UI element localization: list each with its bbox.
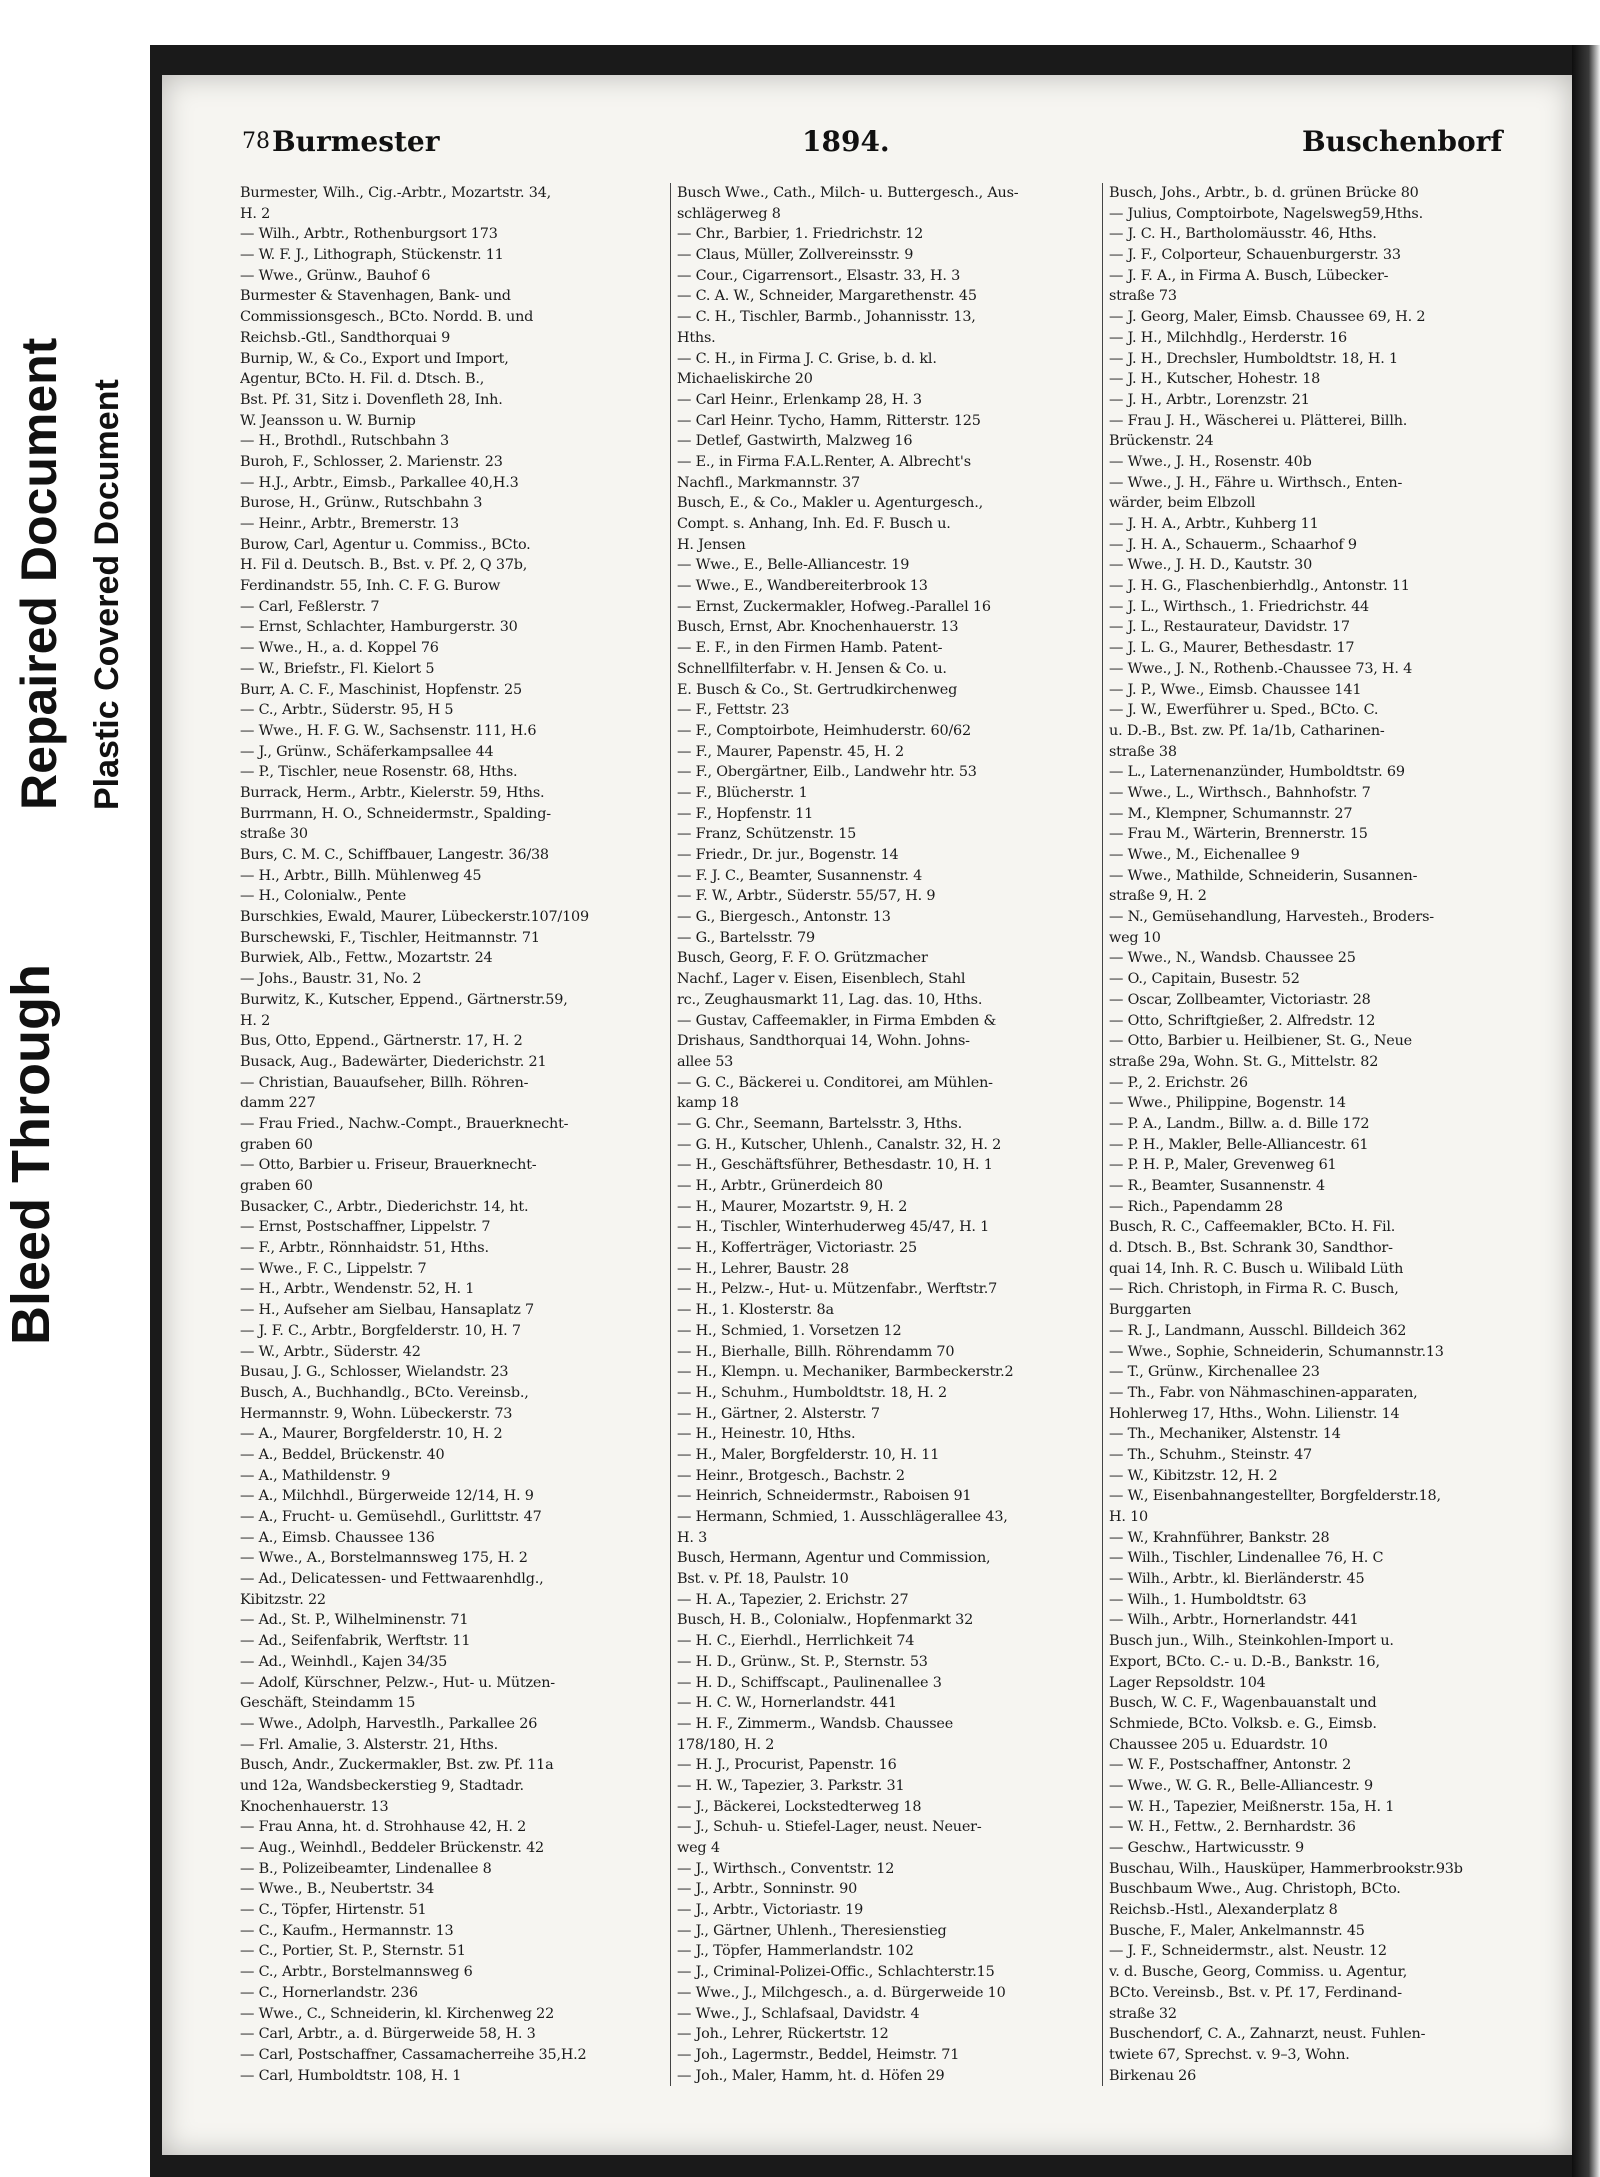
directory-entry-line: Drishaus, Sandthorquai 14, Wohn. Johns- [677, 1033, 970, 1050]
directory-entry-line: — Heinrich, Schneidermstr., Raboisen 91 [677, 1488, 972, 1505]
directory-entry-line: — H., Pelzw.-, Hut- u. Mützenfabr., Werftstr.7 [677, 1281, 998, 1298]
directory-entry-line: — C., Töpfer, Hirtenstr. 51 [240, 1902, 427, 1919]
directory-entry-line: — H., Maler, Borgfelderstr. 10, H. 11 [677, 1446, 940, 1463]
directory-entry-line: — Wwe., Grünw., Bauhof 6 [240, 267, 431, 284]
directory-entry-line: Buroh, F., Schlosser, 2. Marienstr. 23 [240, 453, 503, 470]
directory-entry-line: — J. H., Arbtr., Lorenzstr. 21 [1109, 391, 1310, 408]
directory-entry-line: — J., Schuh- u. Stiefel-Lager, neust. Neuer- [677, 1819, 982, 1836]
directory-entry-line: straße 73 [1109, 288, 1177, 305]
directory-entry-line: Reichsb.-Hstl., Alexanderplatz 8 [1109, 1902, 1338, 1919]
directory-entry-line: — C. H., in Firma J. C. Grise, b. d. kl. [677, 350, 937, 367]
directory-entry-line: — G., Biergesch., Antonstr. 13 [677, 909, 891, 926]
directory-entry-line: — C., Portier, St. P., Sternstr. 51 [240, 1943, 466, 1960]
directory-entry-line: straße 32 [1109, 2005, 1177, 2022]
directory-entry-line: — F., Fettstr. 23 [677, 702, 790, 719]
page-header [242, 125, 1532, 165]
directory-entry-line: Geschäft, Steindamm 15 [240, 1695, 416, 1712]
directory-entry-line: — J. H., Drechsler, Humboldtstr. 18, H. 1 [1109, 350, 1398, 367]
directory-entry-line: — W., Briefstr., Fl. Kielort 5 [240, 660, 435, 677]
directory-entry-line: Busch, Hermann, Agentur und Commission, [677, 1550, 991, 1567]
directory-entry-line: Hths. [677, 329, 716, 346]
directory-entry-line: Burschkies, Ewald, Maurer, Lübeckerstr.107/109 [240, 909, 589, 926]
directory-entry-line: — W., Kibitzstr. 12, H. 2 [1109, 1467, 1278, 1484]
directory-entry-line: Export, BCto. C.- u. D.-B., Bankstr. 16, [1109, 1653, 1380, 1670]
label-bleed-through: Bleed Through [1, 964, 61, 1345]
header-year: 1894. [802, 125, 890, 158]
directory-entry-line: — Th., Fabr. von Nähmaschinen-apparaten, [1109, 1384, 1418, 1401]
directory-entry-line: — W., Arbtr., Süderstr. 42 [240, 1343, 421, 1360]
directory-entry-line: — Wwe., J. H., Rosenstr. 40b [1109, 453, 1312, 470]
directory-entry-line: — Carl Heinr. Tycho, Hamm, Ritterstr. 125 [677, 412, 981, 429]
directory-entry-line: — G. H., Kutscher, Uhlenh., Canalstr. 32, H. 2 [677, 1136, 1002, 1153]
directory-entry-line: kamp 18 [677, 1095, 739, 1112]
directory-entry-line: — J. F., Colporteur, Schauenburgerstr. 33 [1109, 247, 1401, 264]
directory-entry-line: — H., Schmied, 1. Vorsetzen 12 [677, 1322, 902, 1339]
directory-entry-line: — J. L., Wirthsch., 1. Friedrichstr. 44 [1109, 598, 1369, 615]
directory-entry-line: — Frl. Amalie, 3. Alsterstr. 21, Hths. [240, 1736, 498, 1753]
directory-entry-line: — Adolf, Kürschner, Pelzw.-, Hut- u. Mützen- [240, 1674, 555, 1691]
directory-entry-line: — R. J., Landmann, Ausschl. Billdeich 362 [1109, 1322, 1407, 1339]
directory-entry-line: weg 10 [1109, 929, 1161, 946]
directory-entry-line: — Wilh., Tischler, Lindenallee 76, H. C [1109, 1550, 1384, 1567]
directory-entry-line: Buschau, Wilh., Hausküper, Hammerbrookstr.93b [1109, 1860, 1463, 1877]
directory-entry-line: — H., Schuhm., Humboldtstr. 18, H. 2 [677, 1384, 947, 1401]
margin-labels [0, 0, 150, 2177]
directory-entry-line: — Joh., Lagermstr., Beddel, Heimstr. 71 [677, 2046, 960, 2063]
directory-entry-line: — W. H., Tapezier, Meißnerstr. 15a, H. 1 [1109, 1798, 1395, 1815]
directory-entry-line: — Ad., Delicatessen- und Fettwaarenhdlg., [240, 1571, 544, 1588]
directory-entry-line: — Wwe., J. H., Fähre u. Wirthsch., Enten- [1109, 474, 1403, 491]
directory-entry-line: — J. L., Restaurateur, Davidstr. 17 [1109, 619, 1350, 636]
directory-entry-line: — Otto, Schriftgießer, 2. Alfredstr. 12 [1109, 1012, 1376, 1029]
directory-entry-line: — Ernst, Postschaffner, Lippelstr. 7 [240, 1219, 491, 1236]
directory-entry-line: Busch, H. B., Colonialw., Hopfenmarkt 32 [677, 1612, 974, 1629]
directory-entry-line: allee 53 [677, 1053, 734, 1070]
directory-entry-line: — C. H., Tischler, Barmb., Johannisstr. 13, [677, 309, 976, 326]
directory-entry-line: — Frau M., Wärterin, Brennerstr. 15 [1109, 826, 1368, 843]
directory-entry-line: — Frau Anna, ht. d. Strohhause 42, H. 2 [240, 1819, 527, 1836]
directory-entry-line: — Wwe., M., Eichenallee 9 [1109, 847, 1300, 863]
directory-entry-line: — Wwe., J., Schlafsaal, Davidstr. 4 [677, 2005, 920, 2022]
directory-entry-line: — H. F., Zimmerm., Wandsb. Chaussee [677, 1715, 954, 1732]
directory-entry-line: — Th., Schuhm., Steinstr. 47 [1109, 1446, 1313, 1463]
directory-entry-line: — Detlef, Gastwirth, Malzweg 16 [677, 433, 913, 450]
directory-entry-line: wärder, beim Elbzoll [1109, 495, 1256, 512]
directory-entry-line: — F. J. C., Beamter, Susannenstr. 4 [677, 867, 923, 884]
header-left-keyword: Burmester [272, 125, 440, 158]
directory-entry-line: Busch, E., & Co., Makler u. Agenturgesch., [677, 495, 983, 512]
directory-entry-line: Burmester & Stavenhagen, Bank- und [240, 288, 511, 305]
directory-entry-line: Busch, Georg, F. F. O. Grützmacher [677, 950, 928, 967]
directory-entry-line: Bst. v. Pf. 18, Paulstr. 10 [677, 1571, 849, 1588]
directory-entry-line: — H., Colonialw., Pente [240, 888, 407, 905]
directory-entry-line: twiete 67, Sprechst. v. 9–3, Wohn. [1109, 2046, 1350, 2063]
directory-entry-line: Commissionsgesch., BCto. Nordd. B. und [240, 309, 534, 326]
directory-entry-line: Hermannstr. 9, Wohn. Lübeckerstr. 73 [240, 1405, 513, 1422]
directory-entry-line: schlägerweg 8 [677, 205, 781, 222]
directory-entry-line: Buschbaum Wwe., Aug. Christoph, BCto. [1109, 1881, 1401, 1898]
directory-entry-line: — Wwe., Sophie, Schneiderin, Schumannstr.13 [1109, 1343, 1444, 1360]
directory-entry-line: — Frau Fried., Nachw.-Compt., Brauerknecht- [240, 1115, 569, 1132]
directory-entry-line: Nachfl., Markmannstr. 37 [677, 474, 860, 491]
directory-entry-line: — J. F. C., Arbtr., Borgfelderstr. 10, H. 7 [240, 1322, 521, 1339]
directory-page [162, 75, 1572, 2155]
directory-entry-line: — Christian, Bauaufseher, Billh. Röhren- [240, 1074, 529, 1091]
directory-entry-line: — J., Arbtr., Victoriastr. 19 [677, 1902, 864, 1919]
directory-entry-line: — J., Criminal-Polizei-Offic., Schlachterstr.15 [677, 1964, 995, 1981]
directory-entry-line: Hohlerweg 17, Hths., Wohn. Lilienstr. 14 [1109, 1405, 1400, 1422]
directory-entry-line: Busche, F., Maler, Ankelmannstr. 45 [1109, 1922, 1365, 1939]
directory-entry-line: — Aug., Weinhdl., Beddeler Brückenstr. 42 [240, 1840, 544, 1856]
directory-entry-line: rc., Zeughausmarkt 11, Lag. das. 10, Hths. [677, 991, 983, 1008]
directory-entry-line: — H.J., Arbtr., Eimsb., Parkallee 40,H.3 [240, 474, 519, 491]
directory-entry-line: — Wwe., H. F. G. W., Sachsenstr. 111, H.6 [240, 722, 537, 739]
directory-entry-line: Reichsb.-Gtl., Sandthorquai 9 [240, 329, 451, 346]
directory-entry-line: quai 14, Inh. R. C. Busch u. Wilibald Lüth [1109, 1260, 1404, 1277]
directory-entry-line: — N., Gemüsehandlung, Harvesteh., Broders- [1109, 909, 1434, 926]
directory-entry-line: — Otto, Barbier u. Friseur, Brauerknecht- [240, 1157, 537, 1174]
directory-entry-line: H. Fil d. Deutsch. B., Bst. v. Pf. 2, Q 37b, [240, 557, 528, 574]
directory-entry-line: — Wwe., A., Borstelmannsweg 175, H. 2 [240, 1550, 528, 1567]
directory-entry-line: damm 227 [240, 1095, 316, 1112]
directory-entry-line: Busch, A., Buchhandlg., BCto. Vereinsb., [240, 1384, 529, 1401]
label-plastic-covered: Plastic Covered Document [88, 379, 126, 810]
scanned-page-frame [150, 45, 1600, 2177]
directory-entry-line: — Heinr., Arbtr., Bremerstr. 13 [240, 516, 459, 532]
directory-entry-line: — J. L. G., Maurer, Bethesdastr. 17 [1109, 640, 1355, 657]
directory-entry-line: — F., Obergärtner, Eilb., Landwehr htr. 53 [677, 764, 977, 781]
directory-entry-line: — Rich., Papendamm 28 [1109, 1198, 1283, 1215]
directory-entry-line: — Ad., Seifenfabrik, Werftstr. 11 [240, 1633, 471, 1650]
directory-entry-line: — Ad., Weinhdl., Kajen 34/35 [240, 1653, 448, 1670]
directory-entry-line: — Wilh., Arbtr., Hornerlandstr. 441 [1109, 1612, 1359, 1629]
directory-entry-line: — Wwe., J. N., Rothenb.-Chaussee 73, H. 4 [1109, 660, 1413, 677]
directory-entry-line: — J., Grünw., Schäferkampsallee 44 [240, 743, 494, 760]
directory-entry-line: — Wwe., E., Belle-Alliancestr. 19 [677, 557, 910, 574]
directory-entry-line: — A., Eimsb. Chaussee 136 [240, 1529, 435, 1546]
directory-entry-line: — P., 2. Erichstr. 26 [1109, 1074, 1248, 1091]
directory-entry-line: — Wwe., Philippine, Bogenstr. 14 [1109, 1095, 1346, 1112]
directory-entry-line: — Wilh., Arbtr., Rothenburgsort 173 [240, 226, 498, 243]
directory-entry-line: — H., Lehrer, Baustr. 28 [677, 1260, 849, 1277]
directory-entry-line: — G., Bartelsstr. 79 [677, 929, 815, 946]
directory-entry-line: — H., Arbtr., Wendenstr. 52, H. 1 [240, 1281, 475, 1298]
directory-entry-line: — Wwe., C., Schneiderin, kl. Kirchenweg 22 [240, 2005, 555, 2022]
directory-entry-line: Kibitzstr. 22 [240, 1591, 326, 1608]
directory-entry-line: — H., Kofferträger, Victoriastr. 25 [677, 1240, 917, 1257]
directory-entry-line: — Chr., Barbier, 1. Friedrichstr. 12 [677, 226, 924, 243]
directory-entry-line: — P. A., Landm., Billw. a. d. Bille 172 [1109, 1115, 1370, 1132]
directory-entry-line: — H. J., Procurist, Papenstr. 16 [677, 1757, 897, 1774]
directory-entry-line: — H. C. W., Hornerlandstr. 441 [677, 1695, 897, 1712]
directory-entry-line: BCto. Vereinsb., Bst. v. Pf. 17, Ferdinand- [1109, 1984, 1402, 2001]
directory-entry-line: — Johs., Baustr. 31, No. 2 [240, 971, 422, 988]
directory-entry-line: H. 2 [240, 1012, 271, 1029]
directory-entry-line: Burwiek, Alb., Fettw., Mozartstr. 24 [240, 950, 493, 967]
directory-entry-line: — C., Arbtr., Süderstr. 95, H 5 [240, 702, 454, 719]
directory-entry-line: — H., Arbtr., Grünerdeich 80 [677, 1178, 883, 1194]
directory-entry-line: — Oscar, Zollbeamter, Victoriastr. 28 [1109, 991, 1371, 1008]
directory-entry-line: d. Dtsch. B., Bst. Schrank 30, Sandthor- [1109, 1240, 1393, 1257]
directory-entry-line: — F. W., Arbtr., Süderstr. 55/57, H. 9 [677, 888, 936, 905]
scan-binding-edge [1572, 45, 1600, 2177]
directory-entry-line: — Wwe., E., Wandbereiterbrook 13 [677, 578, 928, 595]
label-repaired-document: Repaired Document [11, 337, 67, 810]
directory-entry-line: — W. F., Postschaffner, Antonstr. 2 [1109, 1757, 1352, 1774]
directory-entry-line: Burr, A. C. F., Maschinist, Hopfenstr. 25 [240, 681, 522, 698]
directory-entry-line: — Ernst, Schlachter, Hamburgerstr. 30 [240, 619, 518, 636]
directory-entry-line: — Wilh., 1. Humboldtstr. 63 [1109, 1591, 1307, 1608]
directory-entry-line: — Claus, Müller, Zollvereinsstr. 9 [677, 247, 914, 264]
directory-entry-line: — Th., Mechaniker, Alstenstr. 14 [1109, 1426, 1341, 1443]
directory-entry-line: Busch, Andr., Zuckermakler, Bst. zw. Pf. 11a [240, 1757, 554, 1774]
directory-entry-line: weg 4 [677, 1840, 720, 1856]
header-right-keyword: Buschenborf [1302, 125, 1503, 158]
directory-entry-line: Busack, Aug., Badewärter, Diederichstr. 21 [240, 1053, 547, 1070]
directory-entry-line: — Carl, Postschaffner, Cassamacherreihe 35,H.2 [240, 2046, 587, 2063]
directory-entry-line: — W. F. J., Lithograph, Stückenstr. 11 [240, 247, 504, 264]
directory-entry-line: Burmester, Wilh., Cig.-Arbtr., Mozartstr. 34, [240, 185, 552, 201]
directory-entry-line: — Carl Heinr., Erlenkamp 28, H. 3 [677, 391, 922, 408]
directory-entry-line: Michaeliskirche 20 [677, 371, 813, 388]
directory-column-2 [670, 183, 1089, 2086]
directory-entry-line: Agentur, BCto. H. Fil. d. Dtsch. B., [240, 371, 485, 388]
directory-entry-line: Busch, Johs., Arbtr., b. d. grünen Brücke 80 [1109, 185, 1419, 201]
directory-entry-line: Burrmann, H. O., Schneidermstr., Spalding- [240, 805, 551, 822]
directory-entry-line: — H., 1. Klosterstr. 8a [677, 1302, 834, 1319]
directory-entry-line: — J., Gärtner, Uhlenh., Theresienstieg [677, 1922, 947, 1939]
directory-entry-line: Lager Repsoldstr. 104 [1109, 1674, 1266, 1691]
directory-entry-line: — Wilh., Arbtr., kl. Bierländerstr. 45 [1109, 1571, 1365, 1588]
directory-entry-line: — Carl, Arbtr., a. d. Bürgerweide 58, H. 3 [240, 2026, 536, 2043]
directory-entry-line: Schnellfilterfabr. v. H. Jensen & Co. u. [677, 660, 947, 677]
directory-entry-line: Burwitz, K., Kutscher, Eppend., Gärtnerstr.59, [240, 991, 568, 1008]
directory-entry-line: — P. H. P., Maler, Grevenweg 61 [1109, 1157, 1337, 1174]
directory-entry-line: — A., Mathildenstr. 9 [240, 1467, 391, 1484]
directory-entry-line: — Wwe., B., Neubertstr. 34 [240, 1881, 435, 1898]
directory-entry-line: — H., Bierhalle, Billh. Röhrendamm 70 [677, 1343, 955, 1360]
directory-entry-line: 178/180, H. 2 [677, 1736, 775, 1753]
directory-entry-line: v. d. Busche, Georg, Commiss. u. Agentur, [1109, 1964, 1408, 1981]
directory-entry-line: — E. F., in den Firmen Hamb. Patent- [677, 640, 943, 657]
directory-entry-line: — M., Klempner, Schumannstr. 27 [1109, 805, 1353, 822]
directory-entry-line: straße 29a, Wohn. St. G., Mittelstr. 82 [1109, 1053, 1379, 1070]
directory-entry-line: — Friedr., Dr. jur., Bogenstr. 14 [677, 847, 899, 863]
directory-entry-line: — Ernst, Zuckermakler, Hofweg.-Parallel 16 [677, 598, 991, 615]
directory-entry-line: — Franz, Schützenstr. 15 [677, 826, 857, 843]
directory-entry-line: — P., Tischler, neue Rosenstr. 68, Hths. [240, 764, 518, 781]
directory-entry-line: — Julius, Comptoirbote, Nagelsweg59,Hths. [1109, 205, 1423, 222]
directory-entry-line: — H. D., Grünw., St. P., Sternstr. 53 [677, 1653, 928, 1670]
directory-entry-line: — J. H., Kutscher, Hohestr. 18 [1109, 371, 1321, 388]
directory-entry-line: — E., in Firma F.A.L.Renter, A. Albrecht's [677, 453, 971, 470]
directory-entry-line: straße 38 [1109, 743, 1177, 760]
directory-entry-line: — H. A., Tapezier, 2. Erichstr. 27 [677, 1591, 909, 1608]
directory-entry-line: — Wwe., N., Wandsb. Chaussee 25 [1109, 950, 1356, 967]
directory-entry-line: — J. C. H., Bartholomäusstr. 46, Hths. [1109, 226, 1377, 243]
directory-entry-line: Busch, W. C. F., Wagenbauanstalt und [1109, 1695, 1377, 1712]
directory-entry-line: — Otto, Barbier u. Heilbiener, St. G., Neue [1109, 1033, 1412, 1050]
directory-entry-line: — H., Aufseher am Sielbau, Hansaplatz 7 [240, 1302, 535, 1319]
directory-entry-line: — Wwe., F. C., Lippelstr. 7 [240, 1260, 427, 1277]
directory-entry-line: — F., Blücherstr. 1 [677, 784, 808, 801]
directory-entry-line: Knochenhauerstr. 13 [240, 1798, 389, 1815]
directory-entry-line: Schmiede, BCto. Volksb. e. G., Eimsb. [1109, 1715, 1377, 1732]
directory-entry-line: — Wwe., W. G. R., Belle-Alliancestr. 9 [1109, 1777, 1373, 1794]
directory-entry-line: Burggarten [1109, 1302, 1192, 1319]
directory-entry-line: — J. F., Schneidermstr., alst. Neustr. 12 [1109, 1943, 1387, 1960]
directory-entry-line: — T., Grünw., Kirchenallee 23 [1109, 1364, 1320, 1381]
directory-entry-line: H. 10 [1109, 1509, 1149, 1525]
directory-entry-line: — Geschw., Hartwicusstr. 9 [1109, 1840, 1305, 1856]
directory-entry-line: H. 2 [240, 205, 271, 222]
directory-entry-line: — C., Kaufm., Hermannstr. 13 [240, 1922, 454, 1939]
directory-entry-line: — J., Töpfer, Hammerlandstr. 102 [677, 1943, 914, 1960]
directory-entry-line: graben 60 [240, 1136, 313, 1153]
directory-entry-line: — Heinr., Brotgesch., Bachstr. 2 [677, 1467, 905, 1484]
directory-entry-line: — J. H. G., Flaschenbierhdlg., Antonstr. 11 [1109, 578, 1410, 595]
directory-entry-line: Chaussee 205 u. Eduardstr. 10 [1109, 1736, 1328, 1753]
directory-entry-line: Burs, C. M. C., Schiffbauer, Langestr. 36/38 [240, 847, 549, 863]
directory-entry-line: — J. W., Ewerführer u. Sped., BCto. C. [1109, 702, 1379, 719]
directory-entry-line: — Wwe., J. H. D., Kautstr. 30 [1109, 557, 1313, 574]
directory-entry-line: Burose, H., Grünw., Rutschbahn 3 [240, 495, 483, 512]
directory-entry-line: — Hermann, Schmied, 1. Ausschlägerallee 43, [677, 1509, 1008, 1525]
directory-entry-line: — W., Krahnführer, Bankstr. 28 [1109, 1529, 1330, 1546]
directory-entry-line: — Wwe., Mathilde, Schneiderin, Susannen- [1109, 867, 1418, 884]
directory-entry-line: Burow, Carl, Agentur u. Commiss., BCto. [240, 536, 531, 553]
directory-entry-line: — O., Capitain, Busestr. 52 [1109, 971, 1300, 988]
directory-entry-line: — R., Beamter, Susannenstr. 4 [1109, 1178, 1325, 1194]
directory-entry-line: Ferdinandstr. 55, Inh. C. F. G. Burow [240, 578, 501, 595]
directory-entry-line: u. D.-B., Bst. zw. Pf. 1a/1b, Catharinen- [1109, 722, 1385, 739]
directory-entry-line: — J. F. A., in Firma A. Busch, Lübecker- [1109, 267, 1389, 284]
directory-entry-line: H. 3 [677, 1529, 708, 1546]
directory-entry-line: — W., Eisenbahnangestellter, Borgfelderstr.18, [1109, 1488, 1441, 1505]
directory-entry-line: — F., Arbtr., Rönnhaidstr. 51, Hths. [240, 1240, 489, 1257]
directory-entry-line: — L., Laternenanzünder, Humboldtstr. 69 [1109, 764, 1405, 781]
directory-entry-line: E. Busch & Co., St. Gertrudkirchenweg [677, 681, 958, 698]
directory-entry-line: straße 30 [240, 826, 308, 843]
directory-entry-line: — H., Tischler, Winterhuderweg 45/47, H. 1 [677, 1219, 990, 1236]
directory-entry-line: — C. A. W., Schneider, Margarethenstr. 45 [677, 288, 977, 305]
directory-entry-line: — F., Maurer, Papenstr. 45, H. 2 [677, 743, 904, 760]
directory-entry-line: Bus, Otto, Eppend., Gärtnerstr. 17, H. 2 [240, 1033, 523, 1050]
directory-entry-line: — J. Georg, Maler, Eimsb. Chaussee 69, H. 2 [1109, 309, 1426, 326]
directory-entry-line: H. Jensen [677, 536, 746, 553]
directory-entry-line: — H. C., Eierhdl., Herrlichkeit 74 [677, 1633, 915, 1650]
directory-entry-line: — J. H. A., Arbtr., Kuhberg 11 [1109, 516, 1319, 532]
directory-entry-line: — H. W., Tapezier, 3. Parkstr. 31 [677, 1777, 905, 1794]
directory-entry-line: — Gustav, Caffeemakler, in Firma Embden & [677, 1012, 997, 1029]
directory-entry-line: — A., Frucht- u. Gemüsehdl., Gurlittstr. 47 [240, 1509, 542, 1525]
directory-entry-line: — C., Hornerlandstr. 236 [240, 1984, 418, 2001]
directory-entry-line: — Ad., St. P., Wilhelminenstr. 71 [240, 1612, 469, 1629]
directory-entry-line: — Joh., Lehrer, Rückertstr. 12 [677, 2026, 889, 2043]
directory-entry-line: — H., Arbtr., Billh. Mühlenweg 45 [240, 867, 482, 884]
directory-entry-line: — Frau J. H., Wäscherei u. Plätterei, Billh. [1109, 412, 1408, 429]
directory-entry-line: — C., Arbtr., Borstelmannsweg 6 [240, 1964, 473, 1981]
directory-entry-line: straße 9, H. 2 [1109, 888, 1207, 905]
directory-entry-line: und 12a, Wandsbeckerstieg 9, Stadtadr. [240, 1777, 524, 1794]
directory-entry-line: Busch, Ernst, Abr. Knochenhauerstr. 13 [677, 619, 959, 636]
directory-entry-line: — A., Beddel, Brückenstr. 40 [240, 1446, 445, 1463]
directory-entry-line: Busau, J. G., Schlosser, Wielandstr. 23 [240, 1364, 509, 1381]
directory-entry-line: Busacker, C., Arbtr., Diederichstr. 14, ht. [240, 1198, 529, 1215]
page-number: 78 [242, 129, 270, 154]
directory-entry-line: — B., Polizeibeamter, Lindenallee 8 [240, 1860, 492, 1877]
directory-entry-line: — J. H. A., Schauerm., Schaarhof 9 [1109, 536, 1357, 553]
directory-entry-line: W. Jeansson u. W. Burnip [240, 412, 416, 429]
directory-entry-line: Compt. s. Anhang, Inh. Ed. F. Busch u. [677, 516, 951, 532]
directory-entry-line: — Wwe., Adolph, Harvestlh., Parkallee 26 [240, 1715, 538, 1732]
directory-entry-line: — Carl, Humboldtstr. 108, H. 1 [240, 2067, 462, 2084]
directory-entry-line: — Rich. Christoph, in Firma R. C. Busch, [1109, 1281, 1399, 1298]
directory-entry-line: Burschewski, F., Tischler, Heitmannstr. 71 [240, 929, 540, 946]
directory-entry-line: — W. H., Fettw., 2. Bernhardstr. 36 [1109, 1819, 1356, 1836]
directory-entry-line: — Wwe., J., Milchgesch., a. d. Bürgerweide 10 [677, 1984, 1006, 2001]
directory-entry-line: Nachf., Lager v. Eisen, Eisenblech, Stahl [677, 971, 966, 988]
directory-entry-line: Brückenstr. 24 [1109, 433, 1214, 450]
directory-entry-line: — J., Wirthsch., Conventstr. 12 [677, 1860, 895, 1877]
directory-entry-line: graben 60 [240, 1178, 313, 1194]
directory-entry-line: — J., Arbtr., Sonninstr. 90 [677, 1881, 858, 1898]
directory-entry-line: — H., Geschäftsführer, Bethesdastr. 10, H. 1 [677, 1157, 993, 1174]
directory-entry-line: — F., Hopfenstr. 11 [677, 805, 814, 822]
directory-entry-line: — Joh., Maler, Hamm, ht. d. Höfen 29 [677, 2067, 945, 2084]
directory-entry-line: — H. D., Schiffscapt., Paulinenallee 3 [677, 1674, 942, 1691]
directory-entry-line: — H., Gärtner, 2. Alsterstr. 7 [677, 1405, 880, 1422]
directory-entry-line: Busch jun., Wilh., Steinkohlen-Import u. [1109, 1633, 1394, 1650]
directory-entry-line: — H., Brothdl., Rutschbahn 3 [240, 433, 450, 450]
directory-entry-line: — H., Maurer, Mozartstr. 9, H. 2 [677, 1198, 908, 1215]
directory-entry-line: — G. C., Bäckerei u. Conditorei, am Mühlen- [677, 1074, 993, 1091]
directory-entry-line: — A., Maurer, Borgfelderstr. 10, H. 2 [240, 1426, 503, 1443]
directory-entry-line: Burnip, W., & Co., Export und Import, [240, 350, 509, 367]
directory-entry-line: — Wwe., L., Wirthsch., Bahnhofstr. 7 [1109, 784, 1371, 801]
directory-entry-line: Birkenau 26 [1109, 2067, 1197, 2084]
directory-entry-line: — Wwe., H., a. d. Koppel 76 [240, 640, 439, 657]
directory-entry-line: — J., Bäckerei, Lockstedterweg 18 [677, 1798, 922, 1815]
directory-column-3 [1102, 183, 1549, 2086]
directory-entry-line: Bst. Pf. 31, Sitz i. Dovenfleth 28, Inh. [240, 391, 503, 408]
directory-entry-line: — Cour., Cigarrensort., Elsastr. 33, H. 3 [677, 267, 961, 284]
directory-entry-line: — A., Milchhdl., Bürgerweide 12/14, H. 9 [240, 1488, 534, 1505]
directory-column-1 [240, 183, 658, 2086]
directory-entry-line: Busch, R. C., Caffeemakler, BCto. H. Fil. [1109, 1219, 1396, 1236]
directory-entry-line: Burrack, Herm., Arbtr., Kielerstr. 59, Hths. [240, 784, 545, 801]
directory-entry-line: — J. P., Wwe., Eimsb. Chaussee 141 [1109, 681, 1362, 698]
directory-entry-line: Buschendorf, C. A., Zahnarzt, neust. Fuhlen- [1109, 2026, 1426, 2043]
directory-entry-line: — Carl, Feßlerstr. 7 [240, 598, 380, 615]
directory-entry-line: — J. H., Milchhdlg., Herderstr. 16 [1109, 329, 1348, 346]
directory-entry-line: — H., Heinestr. 10, Hths. [677, 1426, 856, 1443]
directory-entry-line: — F., Comptoirbote, Heimhuderstr. 60/62 [677, 722, 971, 739]
directory-entry-line: — G. Chr., Seemann, Bartelsstr. 3, Hths. [677, 1115, 962, 1132]
directory-entry-line: Busch Wwe., Cath., Milch- u. Buttergesch., Aus- [677, 185, 1019, 201]
directory-entry-line: — H., Klempn. u. Mechaniker, Barmbeckerstr.2 [677, 1364, 1014, 1381]
directory-entry-line: — P. H., Makler, Belle-Alliancestr. 61 [1109, 1136, 1369, 1153]
